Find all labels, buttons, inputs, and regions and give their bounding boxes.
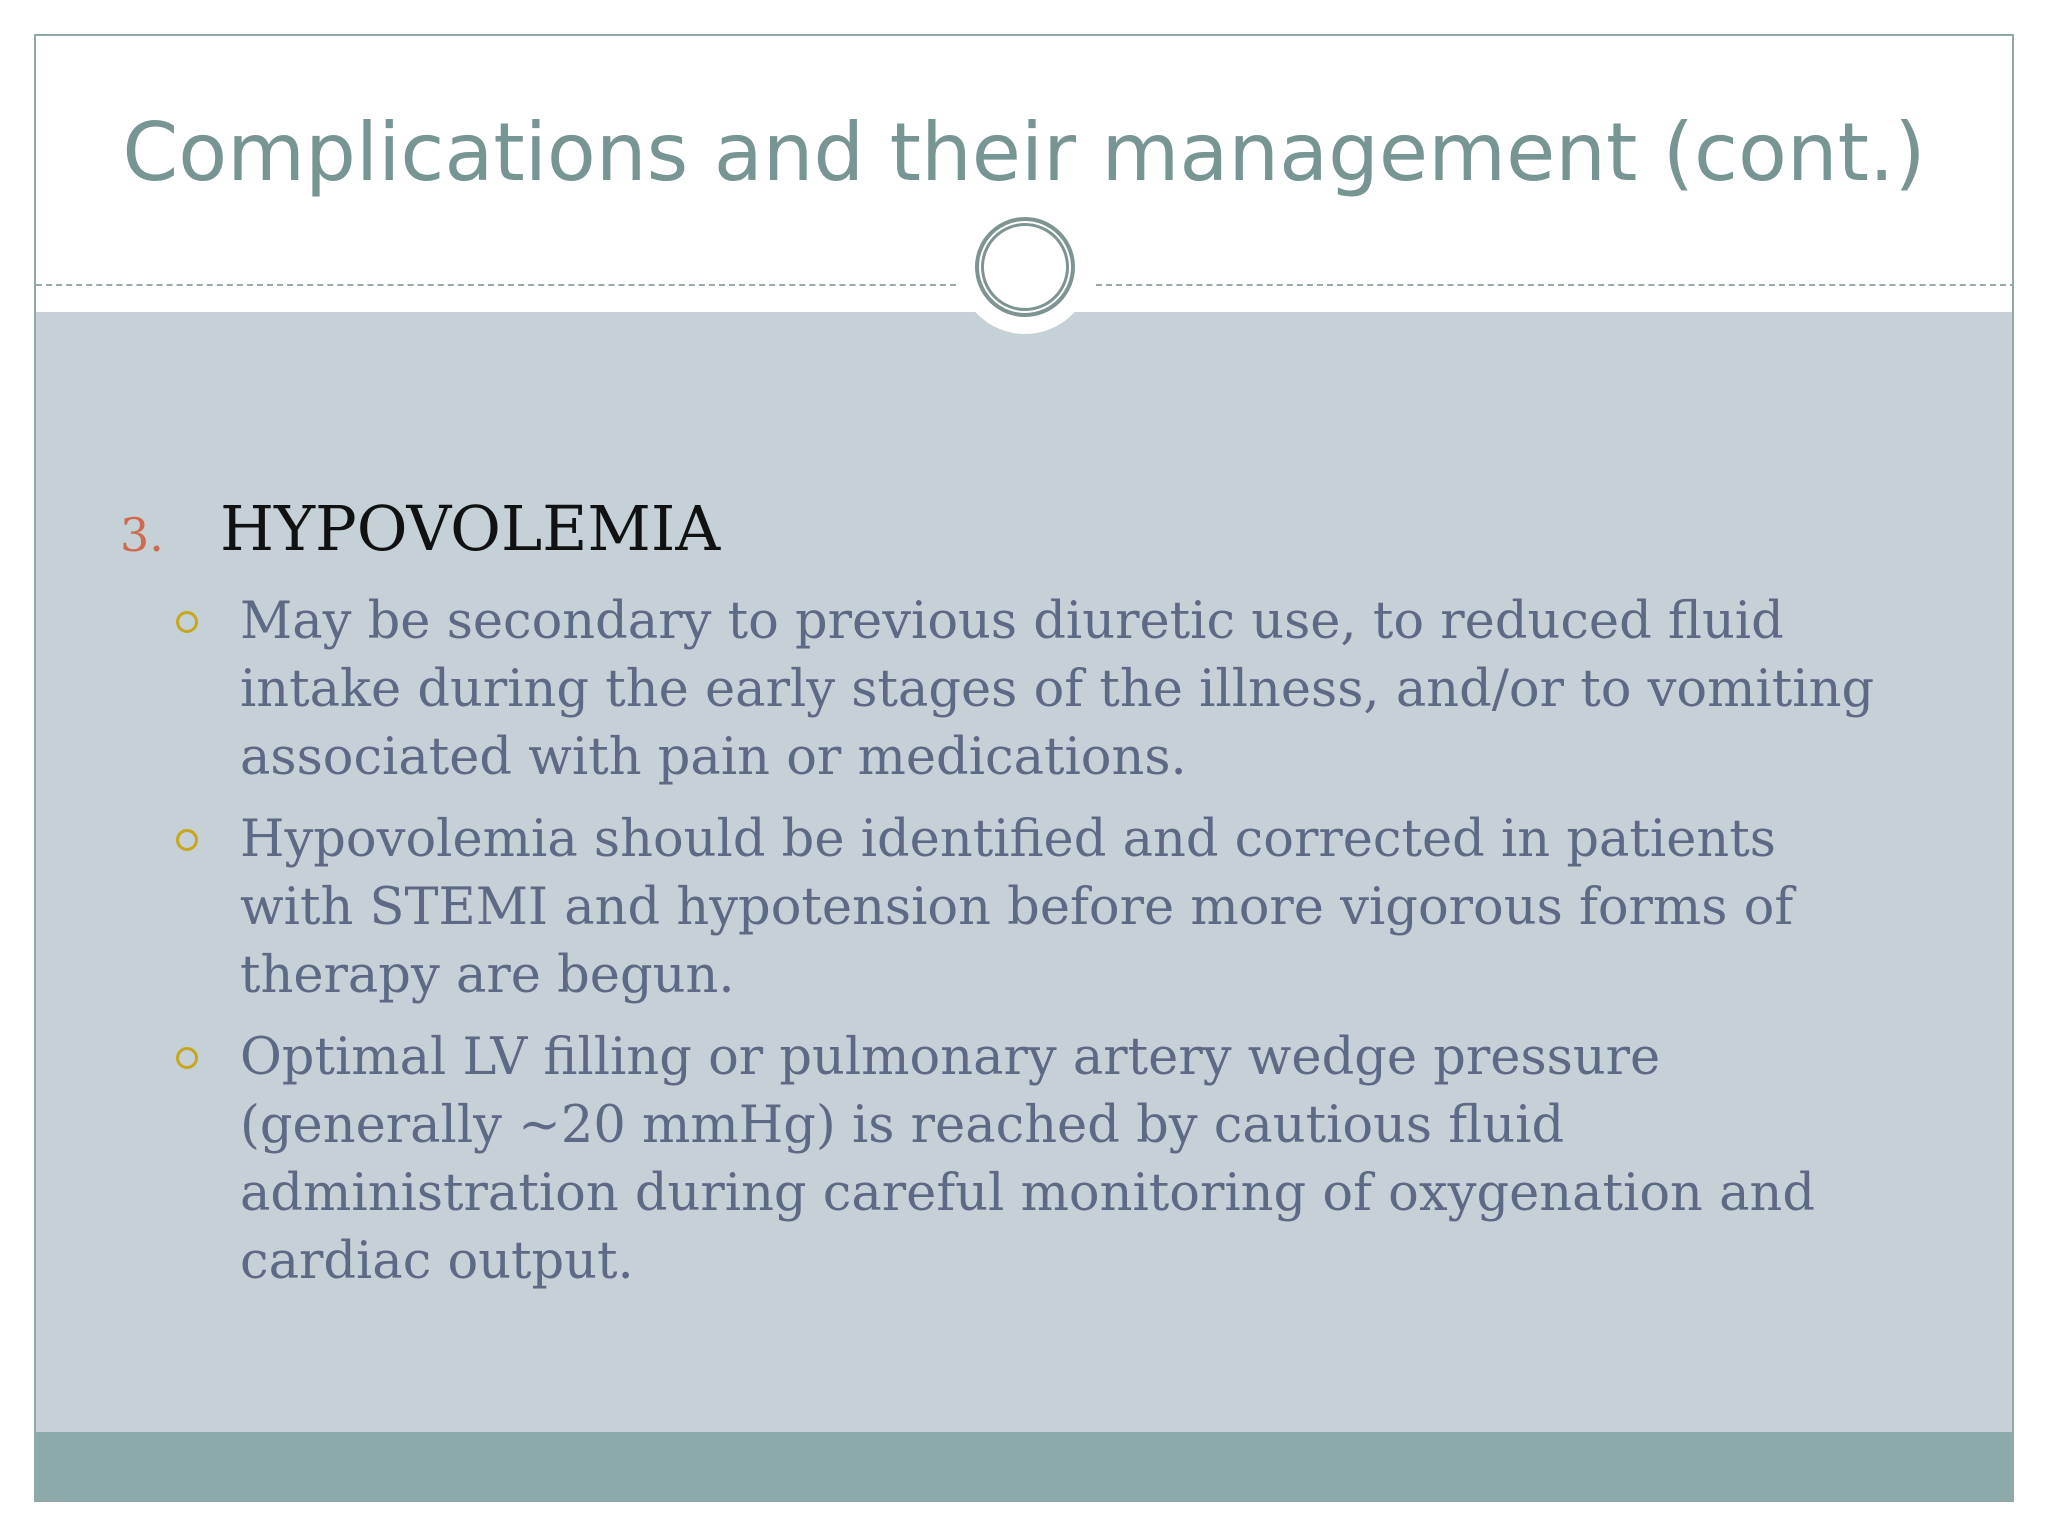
footer-bar	[36, 1432, 2012, 1502]
list-item	[176, 588, 1936, 792]
divider-circle-inner-ring	[981, 223, 1069, 311]
circle-bullet-icon	[176, 1047, 198, 1069]
bullet-text: May be secondary to previous diuretic use, to reduced fluid intake during the early stages of the illness, and/or to vomiting associated with pain or medications.	[240, 592, 1875, 787]
circle-bullet-icon	[176, 611, 198, 633]
list-item	[176, 806, 1936, 1010]
list-item	[176, 1024, 1936, 1296]
title-divider-right	[1096, 284, 2014, 286]
title-divider-left	[36, 284, 956, 286]
bullet-text: Hypovolemia should be identified and corrected in patients with STEMI and hypotension before more vigorous forms of therapy are begun.	[240, 810, 1794, 1005]
slide	[34, 34, 2014, 1502]
bullet-list	[176, 588, 1936, 1310]
section-number: 3.	[120, 508, 164, 562]
circle-bullet-icon	[176, 829, 198, 851]
bullet-text: Optimal LV filling or pulmonary artery wedge pressure (generally ~20 mmHg) is reached by cautious fluid administration during careful monitoring of oxygenation and cardiac output.	[240, 1028, 1815, 1291]
slide-title: Complications and their management (cont.)	[122, 106, 1926, 199]
section-title: HYPOVOLEMIA	[220, 492, 721, 565]
